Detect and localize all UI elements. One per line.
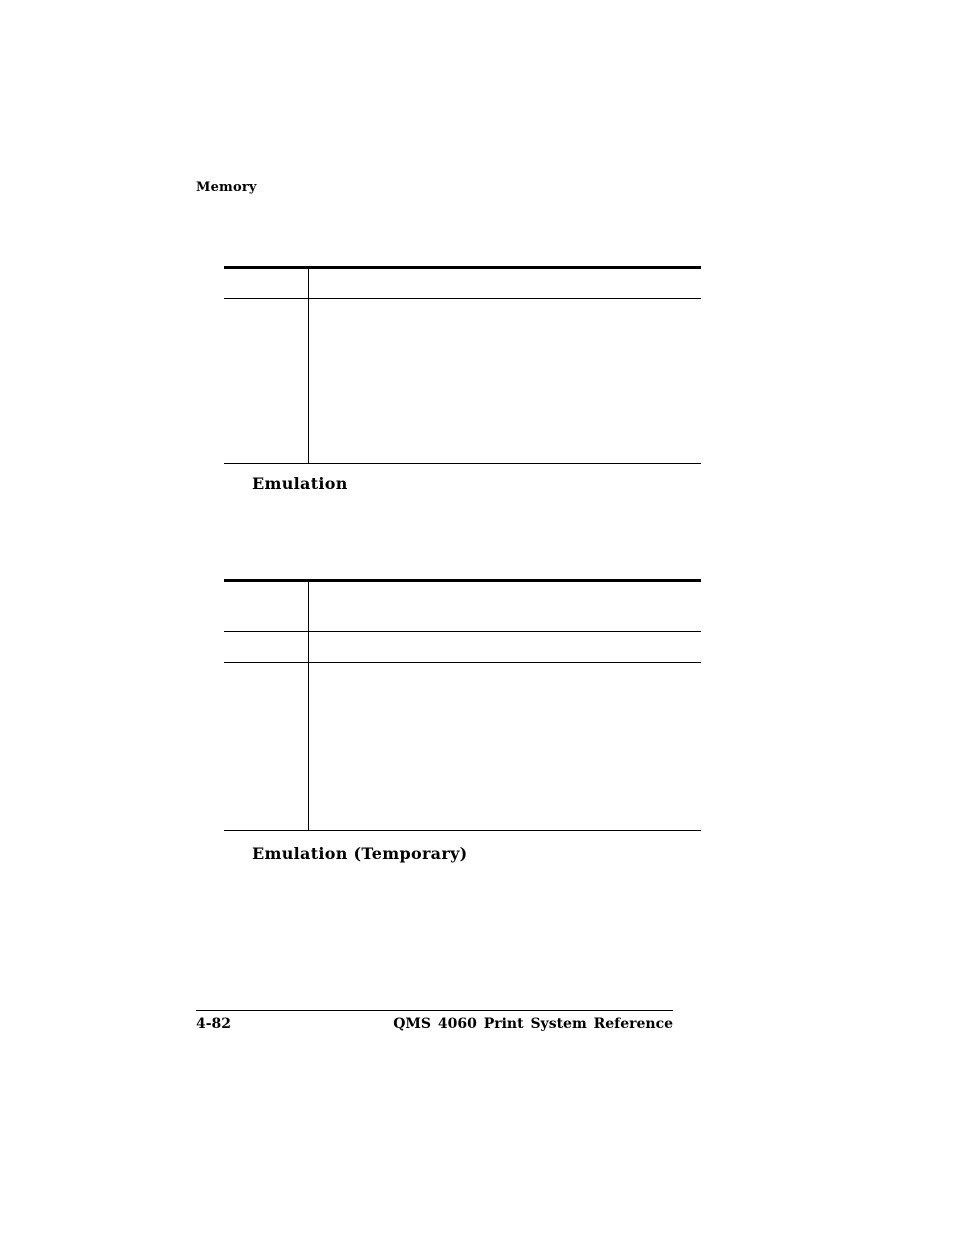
table-header-rule bbox=[224, 298, 701, 299]
running-header: Memory bbox=[196, 180, 257, 195]
section-heading-emulation-temporary: Emulation (Temporary) bbox=[252, 844, 468, 863]
table-top-rule bbox=[224, 266, 701, 269]
table-column-divider bbox=[308, 269, 309, 463]
book-title: QMS 4060 Print System Reference bbox=[393, 1016, 673, 1032]
page-number: 4-82 bbox=[196, 1016, 232, 1032]
footer-rule bbox=[196, 1010, 673, 1011]
table-emulation bbox=[224, 266, 701, 466]
table-row-rule bbox=[224, 662, 701, 663]
table-top-rule bbox=[224, 579, 701, 582]
table-bottom-rule bbox=[224, 830, 701, 831]
table-header-rule bbox=[224, 631, 701, 632]
table-bottom-rule bbox=[224, 463, 701, 464]
section-heading-emulation: Emulation bbox=[252, 474, 348, 493]
table-column-divider bbox=[308, 582, 309, 830]
table-emulation-temporary bbox=[224, 579, 701, 833]
